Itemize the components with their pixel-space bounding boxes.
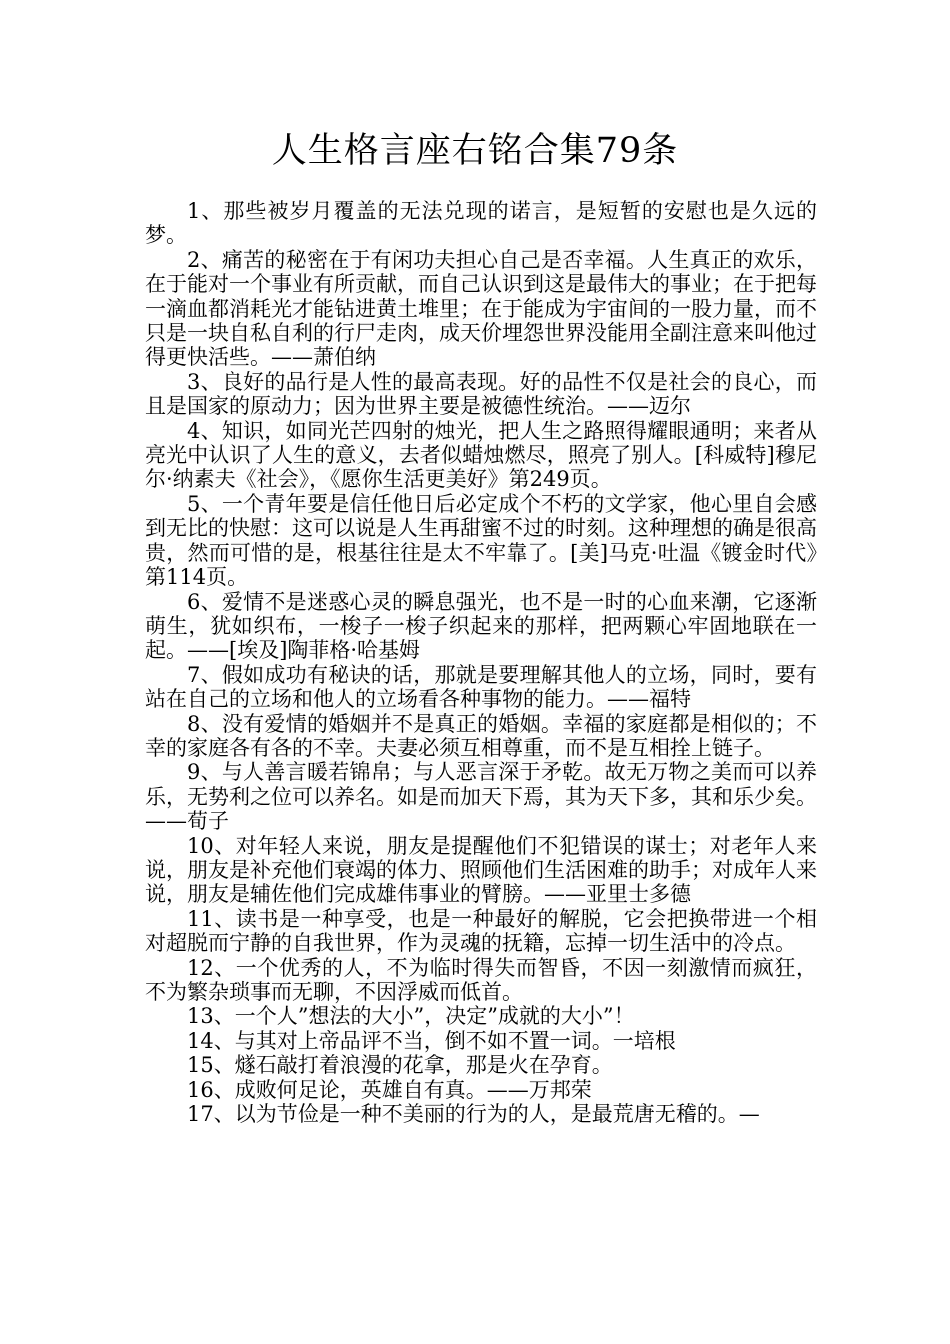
- paragraph-17: 17、以为节俭是一种不美丽的行为的人，是最荒唐无稽的。—: [187, 1102, 760, 1127]
- document-body: [145, 199, 817, 1126]
- paragraph-5: 5、一个青年要是信任他日后必定成个不朽的文学家，他心里自会感到无比的快慰：这可以说是人生再甜蜜不过的时刻。这种理想的确是很高贵，然而可惜的是，根基往往是太不牢靠了。[美]马克·吐温《镀金时代》第114页。: [145, 491, 817, 590]
- paragraph-15: 15、燧石敲打着浪漫的花拿，那是火在孕育。: [187, 1053, 613, 1078]
- paragraph-6: 6、爱情不是迷惑心灵的瞬息强光，也不是一时的心血来潮，它逐渐萌生，犹如织布，一梭子一梭子织起来的那样，把两颗心牢固地联在一起。——[埃及]陶菲格·哈基姆: [145, 589, 817, 663]
- paragraph-2: 2、痛苦的秘密在于有闲功夫担心自己是否幸福。人生真正的欢乐，在于能对一个事业有所贡献，而自己认识到这是最伟大的事业；在于把每一滴血都消耗光才能钻进黄土堆里；在于能成为宇宙间的一股力量，而不只是一块自私自利的行尸走肉，成天价埋怨世界没能用全副注意来叫他过得更快活些。——萧伯纳: [145, 247, 817, 370]
- paragraph-10: 10、对年轻人来说，朋友是提醒他们不犯错误的谋士；对老年人来说，朋友是补充他们衰竭的体力、照顾他们生活困难的助手；对成年人来说，朋友是辅佐他们完成雄伟事业的臂膀。——亚里士多德: [145, 833, 817, 907]
- paragraph-8: 8、没有爱情的婚姻并不是真正的婚姻。幸福的家庭都是相似的；不幸的家庭各有各的不幸。夫妻必须互相尊重，而不是互相拴上链子。: [145, 711, 817, 760]
- page-title: 人生格言座右铭合集79条: [271, 131, 679, 171]
- paragraph-14: 14、与其对上帝品评不当，倒不如不置一词。一培根: [187, 1028, 676, 1053]
- paragraph-16: 16、成败何足论，英雄自有真。——万邦荣: [187, 1077, 592, 1102]
- paragraph-1: 1、那些被岁月覆盖的无法兑现的诺言，是短暂的安慰也是久远的梦。: [145, 199, 817, 248]
- paragraph-11: 11、读书是一种享受，也是一种最好的解脱，它会把换带进一个相对超脱而宁静的自我世界，作为灵魂的抚籍，忘掉一切生活中的冷点。: [145, 906, 817, 956]
- paragraph-3: 3、良好的品行是人性的最高表现。好的品性不仅是社会的良心，而且是国家的原动力；因为世界主要是被德性统治。——迈尔: [145, 369, 817, 419]
- paragraph-12: 12、一个优秀的人，不为临时得失而智昏，不因一刻激情而疯狂，不为繁杂琐事而无聊，不因浮威而低首。: [145, 955, 817, 1004]
- paragraph-4: 4、知识，如同光芒四射的烛光，把人生之路照得耀眼通明；来者从亮光中认识了人生的意义，去者似蜡烛燃尽，照亮了别人。[科威特]穆尼尔·纳素夫《社会》，《愿你生活更美好》第249页。: [145, 418, 817, 492]
- paragraph-13: 13、一个人”想法的大小”，决定”成就的大小”！: [187, 1004, 635, 1029]
- paragraph-7: 7、假如成功有秘诀的话，那就是要理解其他人的立场，同时，要有站在自己的立场和他人的立场看各种事物的能力。——福特: [145, 662, 817, 712]
- paragraph-9: 9、与人善言暖若锦帛；与人恶言深于矛乾。故无万物之美而可以养乐，无势利之位可以养名。如是而加天下焉，其为天下多，其和乐少矣。——荀子: [145, 760, 817, 834]
